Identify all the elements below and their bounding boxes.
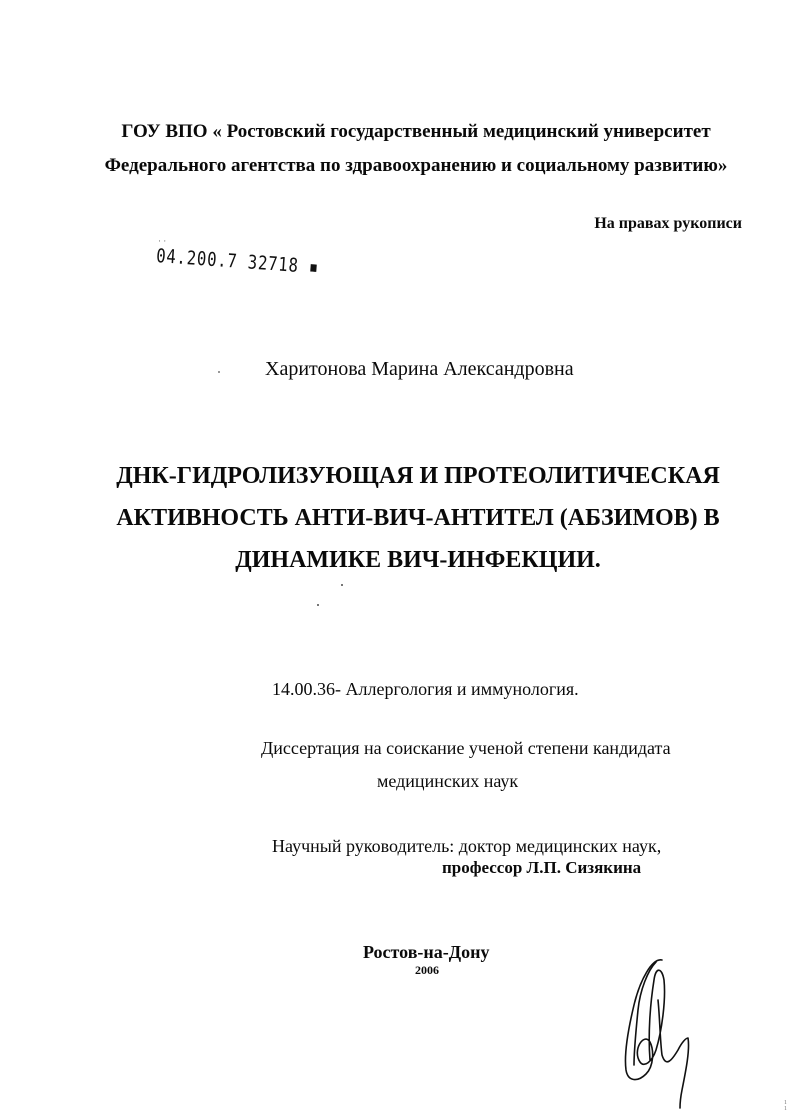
degree-line-2: медицинских наук [377, 771, 519, 791]
institution-line-2: Федерального агентства по здравоохранению и социальному развитию» [104, 155, 728, 176]
supervisor-name: профессор Л.П. Сизякина [442, 858, 642, 877]
edge-mark-top: 1 [784, 1100, 787, 1106]
institution-line-1: ГОУ ВПО « Ростовский государственный медицинский университет [121, 121, 711, 142]
page-edge-mark [784, 1100, 787, 1112]
scan-speck [341, 584, 343, 586]
signature-icon [610, 950, 720, 1110]
registry-number: 04.200.7 32718 [155, 245, 300, 277]
city: Ростов-на-Дону [363, 942, 490, 962]
dissertation-title-line-3: ДИНАМИКЕ ВИЧ-ИНФЕКЦИИ. [235, 547, 601, 573]
specialty-code: 14.00.36- Аллергология и иммунология. [272, 679, 579, 699]
stamp-marker-icon: ▪ [308, 255, 320, 279]
dissertation-title-line-2: АКТИВНОСТЬ АНТИ-ВИЧ-АНТИТЕЛ (АБЗИМОВ) В [116, 505, 720, 531]
manuscript-rights-label: На правах рукописи [594, 215, 742, 232]
scan-speck [317, 604, 319, 606]
stamp-dots: · · [158, 236, 167, 246]
year: 2006 [415, 963, 439, 977]
edge-mark-bottom: 1 [784, 1106, 787, 1112]
scan-speck [218, 371, 220, 373]
supervisor-line-1: Научный руководитель: доктор медицинских наук, [272, 836, 662, 856]
author-name: Харитонова Марина Александровна [265, 358, 574, 380]
degree-line-1: Диссертация на соискание ученой степени кандидата [261, 738, 671, 758]
registry-stamp [155, 245, 319, 278]
dissertation-title-line-1: ДНК-ГИДРОЛИЗУЮЩАЯ И ПРОТЕОЛИТИЧЕСКАЯ [116, 463, 720, 489]
